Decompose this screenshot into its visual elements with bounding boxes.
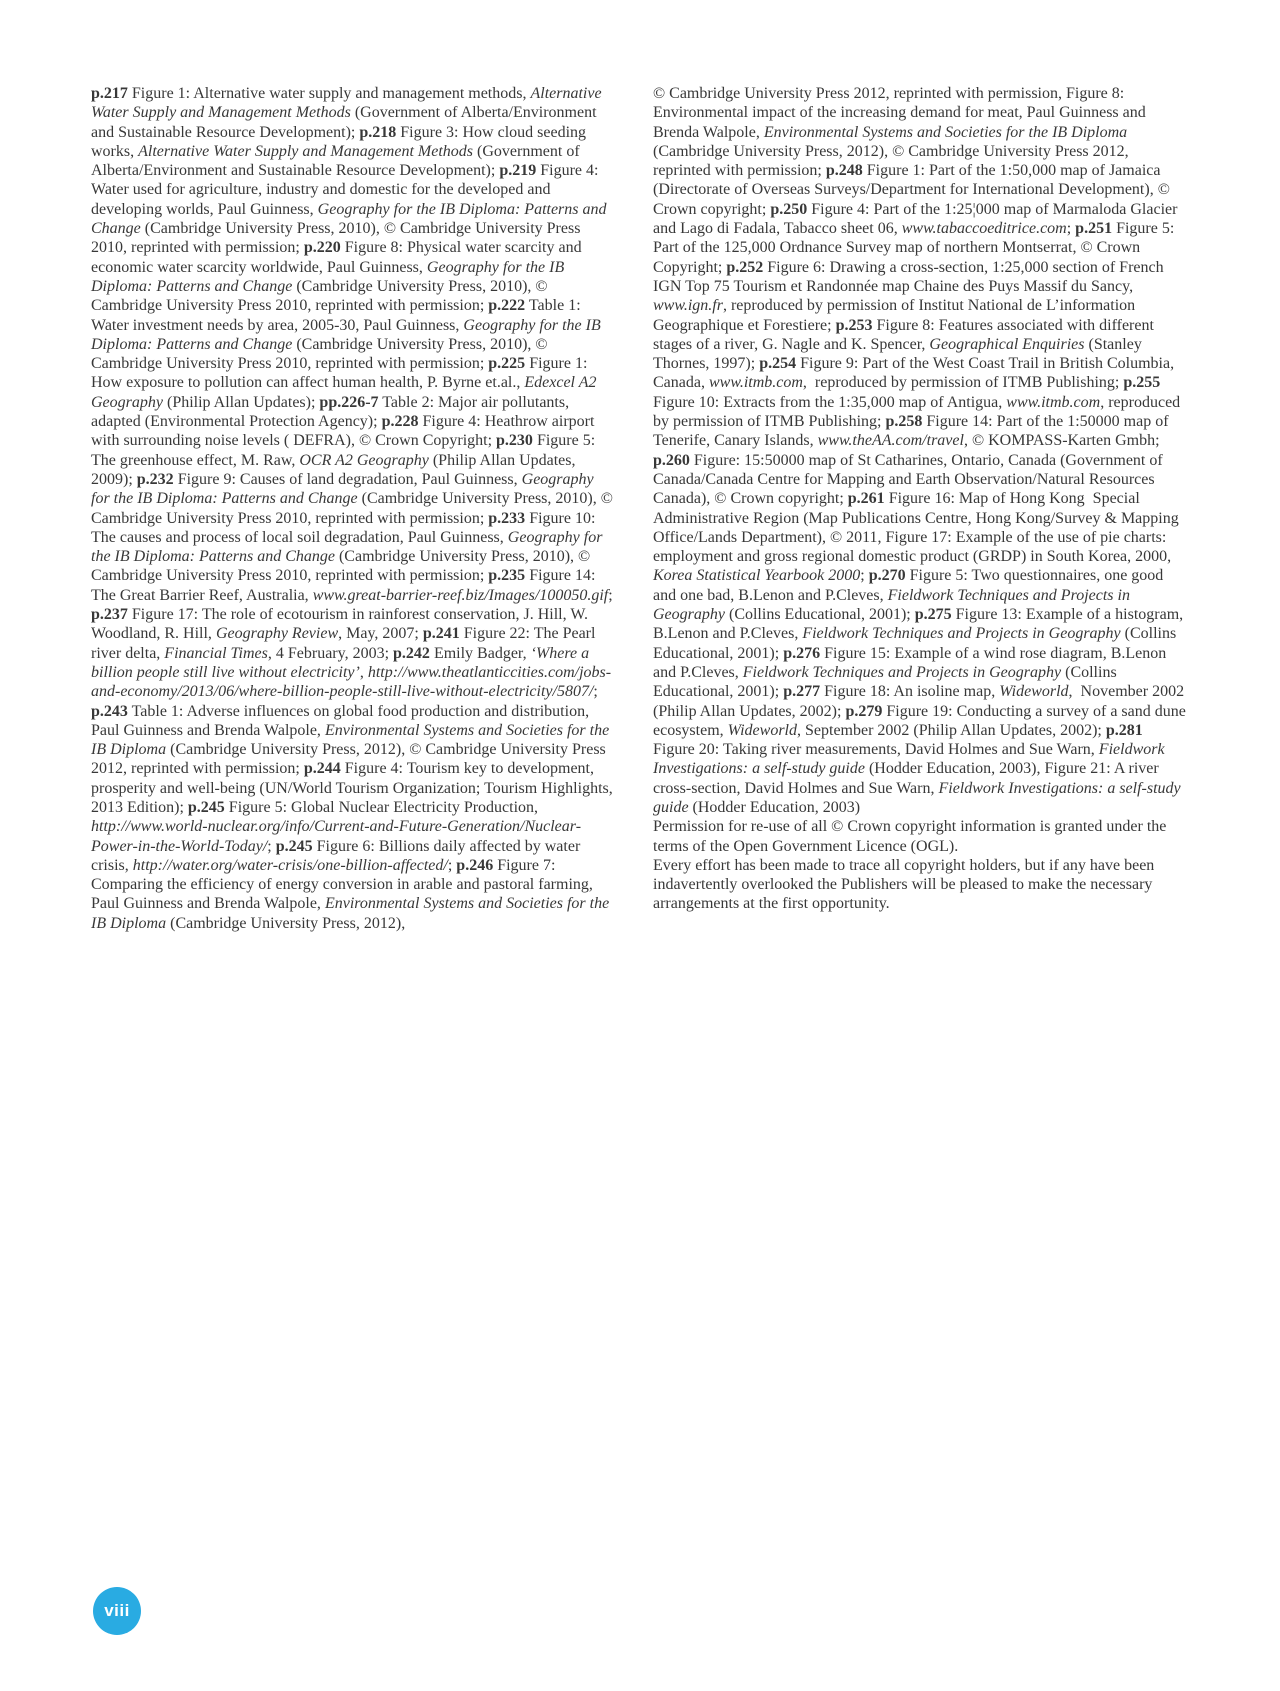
credit-text: , reproduced by permission of ITMB Publishing; — [802, 374, 1124, 392]
page-reference: p.253 — [835, 316, 873, 334]
page-reference: p.252 — [726, 258, 764, 276]
credit-text: Figure 15: Example of a wind rose diagram, B.Lenon and P.Cleves, — [653, 644, 1167, 681]
credit-text: Figure 1: Part of the 1:50,000 map of Jamaica (Directorate of Overseas Surveys/Department for International Development), © Crown copyright; — [653, 162, 1170, 218]
credit-text: © Cambridge University Press 2012, reprinted with permission, Figure 8: Environmental impact of the increasing demand for meat, Paul Guinness and Brenda Walpole, — [653, 85, 1146, 141]
credit-text: Figure 4: Part of the 1:25¦000 map of Marmaloda Glacier and Lago di Fadala, Tabacco sheet 06, — [653, 200, 1178, 238]
page-reference: p.281 — [1105, 721, 1143, 739]
credit-text: ; — [608, 586, 613, 604]
credits-column-left — [91, 84, 615, 933]
cited-work-title: Fieldwork Techniques and Projects in Geography — [742, 663, 1062, 681]
cited-work-title: http://www.world-nuclear.org/info/Current-and-Future-Generation/Nuclear-Power-in-the-World-Today/ — [91, 818, 582, 855]
cited-work-title: Wideworld — [727, 721, 797, 739]
cited-work-title: http://water.org/water-crisis/one-billion-affected/ — [132, 856, 448, 874]
credit-text: (Cambridge University Press, 2012), © Cambridge University Press 2012, reprinted with permission; — [91, 741, 606, 778]
credit-text: , 4 February, 2003; — [267, 644, 394, 662]
cited-work-title: Financial Times — [164, 644, 268, 662]
cited-work-title: www.itmb.com — [708, 374, 803, 392]
credit-text: Figure: 15:50000 map of St Catharines, Ontario, Canada (Government of Canada/Canada Centre for Mapping and Earth Observation/Natural Resources Canada), © Crown copyright; — [653, 451, 1163, 508]
page-reference: p.220 — [303, 239, 341, 257]
credit-text: Figure 9: Part of the West Coast Trail in British Columbia, Canada, — [653, 355, 1175, 392]
cited-work-title: www.tabaccoeditrice.com — [901, 220, 1067, 238]
credits-column-right — [653, 84, 1187, 914]
page-reference: p.242 — [393, 644, 430, 662]
cited-work-title: Alternative Water Supply and Management Methods — [91, 85, 602, 122]
cited-work-title: Edexcel A2 Geography — [91, 374, 597, 411]
credit-text: , reproduced by permission of Institut National de L’information Geographique et Forestiere; — [653, 297, 1136, 334]
credit-text: Figure 9: Causes of land degradation, Paul Guinness, — [173, 470, 522, 488]
page-reference: p.248 — [825, 162, 863, 180]
page-reference: p.244 — [303, 760, 341, 778]
page-reference: p.222 — [488, 297, 526, 315]
credit-text: Figure 17: The role of ecotourism in rainforest conservation, J. Hill, W. Woodland, R. Hill, — [91, 606, 588, 643]
credit-text: Table 2: Major air pollutants, adapted (Environmental Protection Agency); — [91, 393, 570, 431]
credit-text: Figure 16: Map of Hong Kong Special Administrative Region (Map Publications Centre, Hong Kong/Survey & Mapping Office/Lands Department), © 2011, Figure 17: Example of the use of pie charts: employment and gross regional domestic product (GRDP) in South Korea, 2000, — [653, 490, 1179, 566]
credit-text: Figure 6: Billions daily affected by water crisis, — [91, 837, 581, 874]
credit-text: Figure 4: Tourism key to development, prosperity and well-being (UN/World Tourism Organization; Tourism Highlights, 2013 Edition); — [91, 760, 613, 816]
cited-work-title: ‘Where a billion people still live without electricity’ — [91, 644, 590, 681]
cited-work-title: Geography for the IB Diploma: Patterns and Change — [91, 258, 565, 295]
page-reference: p.225 — [488, 355, 526, 373]
page-reference: p.260 — [653, 451, 690, 469]
credit-text: , — [359, 663, 368, 681]
credit-text: ; — [593, 683, 598, 701]
credit-text: Figure 5: Two questionnaires, one good and one bad, B.Lenon and P.Cleves, — [653, 567, 1164, 604]
page-reference: p.219 — [499, 162, 537, 180]
page-reference: p.230 — [496, 432, 533, 450]
credit-text: Figure 18: An isoline map, — [820, 683, 1000, 701]
credit-text: Figure 4: Water used for agriculture, industry and domestic for the developed and developing worlds, Paul Guinness, — [91, 162, 599, 218]
credit-text: Table 1: Adverse influences on global food production and distribution, Paul Guinness and Brenda Walpole, — [91, 702, 590, 739]
credit-text: Figure 8: Features associated with different stages of a river, G. Nagle and K. Spencer, — [653, 316, 1154, 353]
credit-text: (Philip Allan Updates); — [162, 393, 320, 411]
credit-text: , © KOMPASS-Karten Gmbh; — [963, 432, 1160, 450]
cited-work-title: Fieldwork Techniques and Projects in Geography — [653, 586, 1130, 624]
page-reference: p.255 — [1123, 374, 1161, 392]
cited-work-title: www.ign.fr — [653, 297, 723, 315]
credit-text: ; — [267, 837, 276, 855]
page-number: viii — [104, 1601, 130, 1620]
credit-text: (Government of Alberta/Environment and Sustainable Resource Development); — [91, 104, 597, 141]
credit-text: Figure 5: The greenhouse effect, M. Raw, — [91, 432, 596, 469]
credit-text: Figure 22: The Pearl river delta, — [91, 625, 596, 662]
cited-work-title: Environmental Systems and Societies for the IB Diploma — [91, 721, 610, 759]
cited-work-title: Fieldwork Investigations: a self-study guide — [653, 779, 1181, 816]
cited-work-title: Environmental Systems and Societies for the IB Diploma — [763, 123, 1128, 141]
page-reference: p.243 — [91, 702, 128, 720]
cited-work-title: Geography for the IB Diploma: Patterns and Change — [91, 470, 594, 508]
credit-text: (Government of Alberta/Environment and Sustainable Resource Development); — [91, 142, 580, 180]
page-reference: p.258 — [885, 413, 923, 431]
credit-text: Emily Badger, — [429, 644, 531, 662]
credit-text: ; — [860, 567, 869, 585]
page-reference: p.276 — [783, 644, 821, 662]
credit-text: Figure 1: How exposure to pollution can affect human health, P. Byrne et.al., — [91, 355, 588, 392]
page-reference: p.279 — [845, 702, 883, 720]
page-reference: p.261 — [847, 490, 885, 508]
cited-work-title: Geography for the IB Diploma: Patterns and Change — [91, 316, 601, 353]
cited-work-title: www.itmb.com — [1006, 393, 1101, 411]
credit-text: Figure 5: Global Nuclear Electricity Production, — [224, 798, 539, 816]
page-reference: p.246 — [456, 856, 494, 874]
credit-text: (Cambridge University Press, 2012), © Cambridge University Press 2012, reprinted with permission; — [653, 142, 1129, 180]
credit-text: (Hodder Education, 2003), Figure 21: A river cross-section, David Holmes and Sue Warn, — [653, 760, 1159, 797]
credit-text: Figure 19: Conducting a survey of a sand dune ecosystem, — [653, 702, 1186, 739]
credit-text: Every effort has been made to trace all copyright holders, but if any have been indavertently overlooked the Publishers will be pleased to make the necessary arrangements at the first opportunity. — [653, 856, 1155, 913]
credit-text: ; — [447, 856, 457, 874]
page-reference: p.270 — [868, 567, 906, 585]
credit-text: Figure 14: Part of the 1:50000 map of Tenerife, Canary Islands, — [653, 413, 1169, 450]
credit-text: Figure 6: Drawing a cross-section, 1:25,000 section of French IGN Top 75 Tourism et Randonnée map Chaine des Puys Massif du Sancy, — [653, 258, 1164, 295]
credit-text: (Cambridge University Press, 2012), — [166, 914, 406, 932]
credit-text: Table 1: Water investment needs by area, 2005-30, Paul Guinness, — [91, 297, 581, 334]
page-number-badge — [93, 1587, 141, 1635]
credit-text: (Hodder Education, 2003) — [688, 798, 861, 816]
credit-text: Figure 10: Extracts from the 1:35,000 map of Antigua, — [653, 393, 1007, 411]
page-reference: p.232 — [136, 470, 174, 488]
cited-work-title: Geography Review — [215, 625, 339, 643]
cited-work-title: Fieldwork Techniques and Projects in Geography — [802, 625, 1121, 643]
page-reference: p.275 — [914, 606, 952, 624]
page-reference: p.277 — [783, 683, 821, 701]
page-reference: p.237 — [91, 606, 128, 624]
page-reference: p.217 — [91, 85, 128, 102]
credit-text: Figure 1: Alternative water supply and management methods, — [127, 85, 531, 102]
cited-work-title: www.theAA.com/travel — [817, 432, 964, 450]
credit-text: , May, 2007; — [338, 625, 423, 643]
credit-text: Figure 13: Example of a histogram, B.Lenon and P.Cleves, — [653, 606, 1184, 643]
credit-text: Figure 7: Comparing the efficiency of energy conversion in arable and pastoral farming, Paul Guinness and Brenda Walpole, — [91, 856, 593, 913]
credit-text: (Cambridge University Press, 2010), © Cambridge University Press 2010, reprinted with permission; — [91, 335, 548, 373]
page-reference: p.251 — [1075, 220, 1113, 238]
credit-text: Figure 5: Part of the 125,000 Ordnance Survey map of northern Montserrat, © Crown Copyright; — [653, 220, 1175, 276]
credit-text: , November 2002 (Philip Allan Updates, 2002); — [653, 683, 1185, 720]
page-reference: p.241 — [422, 625, 460, 643]
page-reference: p.254 — [759, 355, 797, 373]
cited-work-title: Environmental Systems and Societies for the IB Diploma — [91, 895, 610, 932]
credit-text: , September 2002 (Philip Allan Updates, 2002); — [797, 721, 1106, 739]
credit-text: (Collins Educational, 2001); — [653, 625, 1177, 662]
credit-text: Figure 14: The Great Barrier Reef, Australia, — [91, 567, 596, 604]
page-reference: pp.226-7 — [319, 393, 379, 411]
page-reference: p.218 — [359, 123, 397, 141]
page-reference: p.245 — [275, 837, 313, 855]
cited-work-title: Wideworld — [999, 683, 1069, 701]
cited-work-title: OCR A2 Geography — [299, 451, 429, 469]
credit-text: Figure 20: Taking river measurements, David Holmes and Sue Warn, — [653, 741, 1099, 759]
credit-text: Figure 3: How cloud seeding works, — [91, 123, 587, 160]
credit-text: Figure 10: The causes and process of local soil degradation, Paul Guinness, — [91, 509, 596, 546]
page-reference: p.228 — [381, 413, 419, 431]
credit-text: , reproduced by permission of ITMB Publishing; — [653, 393, 1181, 431]
credit-text: Figure 8: Physical water scarcity and economic water scarcity worldwide, Paul Guinness, — [91, 239, 582, 276]
cited-work-title: Geography for the IB Diploma: Patterns and Change — [91, 528, 603, 566]
credit-text: ; — [1066, 220, 1076, 238]
cited-work-title: Fieldwork Investigations: a self-study guide — [653, 741, 1165, 778]
credit-text: Permission for re-use of all © Crown copyright information is granted under the terms of the Open Government Licence (OGL). — [653, 818, 1167, 855]
credit-text: (Philip Allan Updates, 2009); — [91, 451, 576, 488]
page-reference: p.235 — [488, 567, 526, 585]
page-reference: p.250 — [770, 200, 808, 218]
page-reference: p.245 — [187, 798, 225, 816]
cited-work-title: http://www.theatlanticcities.com/jobs-and-economy/2013/06/where-billion-people-still-live-without-electricity/5807/ — [91, 663, 612, 701]
credit-text: (Cambridge University Press, 2010), © Cambridge University Press 2010, reprinted with permission; — [91, 548, 591, 585]
credit-text: (Cambridge University Press, 2010), © Cambridge University Press 2010, reprinted with permission; — [91, 277, 548, 315]
page-reference: p.233 — [488, 509, 526, 527]
credit-text: Figure 4: Heathrow airport with surrounding noise levels ( DEFRA), © Crown Copyright; — [91, 413, 595, 450]
credit-text: (Collins Educational, 2001); — [653, 663, 1117, 701]
credit-text: (Stanley Thornes, 1997); — [653, 335, 1142, 373]
credit-text: (Cambridge University Press, 2010), © Cambridge University Press 2010, reprinted with permission; — [91, 490, 613, 527]
cited-work-title: www.great-barrier-reef.biz/Images/100050.gif — [312, 586, 609, 604]
cited-work-title: Geographical Enquiries — [929, 335, 1085, 353]
cited-work-title: Geography for the IB Diploma: Patterns and Change — [91, 200, 607, 238]
cited-work-title: Korea Statistical Yearbook 2000 — [653, 567, 861, 585]
credit-text: (Cambridge University Press, 2010), © Cambridge University Press 2010, reprinted with permission; — [91, 220, 581, 257]
cited-work-title: Alternative Water Supply and Management Methods — [138, 142, 474, 160]
credit-text: (Collins Educational, 2001); — [724, 606, 915, 624]
